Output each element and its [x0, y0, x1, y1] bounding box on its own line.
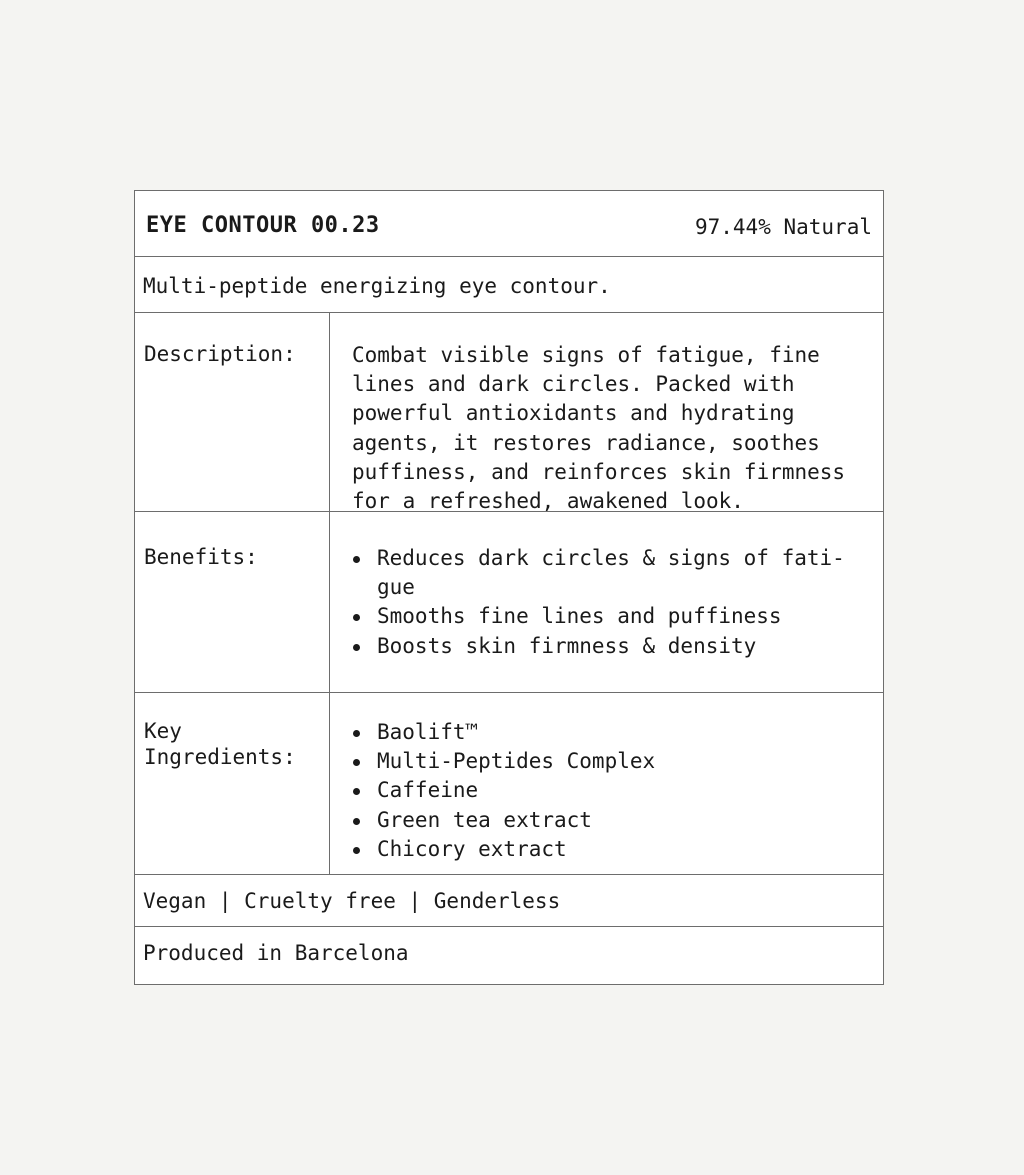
bullet-icon: [353, 614, 360, 621]
ingredient-text: Baolift™: [377, 720, 479, 744]
tagline-row: [135, 256, 883, 312]
column-divider: [329, 693, 330, 874]
bullet-icon: [353, 556, 360, 563]
product-attributes: Vegan | Cruelty free | Genderless: [143, 889, 561, 913]
key-ingredients-label: Key Ingredients:: [144, 719, 296, 769]
ingredient-text: Multi-Peptides Complex: [377, 749, 656, 774]
bullet-icon: [353, 730, 360, 737]
description-label: Description:: [144, 342, 296, 366]
benefit-item: [352, 632, 870, 661]
natural-percentage: 97.44% Natural: [694, 215, 872, 239]
product-label-card: [134, 190, 884, 985]
benefit-item: [352, 544, 870, 602]
description-text: Combat visible signs of fatigue, fine lines and dark circles. Packed with powerful antioxidants and hydrating agents, it restores radiance, soothes puffiness, and reinforces skin firmness for a refreshed, awakened look.: [352, 343, 846, 514]
ingredient-text: Caffeine: [377, 778, 479, 803]
benefit-text: Reduces dark circles & signs of fati-gue: [377, 546, 845, 600]
label-header-row: [135, 191, 883, 256]
benefits-label: Benefits:: [144, 545, 258, 569]
ingredient-item: [352, 776, 870, 805]
ingredient-item: [352, 718, 870, 747]
description-row: [135, 312, 883, 514]
benefit-item: [352, 602, 870, 631]
benefit-text: Boosts skin firmness & density: [377, 633, 757, 658]
product-tagline: Multi-peptide energizing eye contour.: [143, 274, 611, 298]
bullet-icon: [353, 788, 360, 795]
ingredients-list: [352, 718, 870, 864]
bullet-icon: [353, 847, 360, 854]
ingredients-list-container: [352, 718, 870, 864]
column-divider: [329, 313, 330, 511]
ingredient-item: [352, 806, 870, 835]
column-divider: [329, 512, 330, 692]
product-name: EYE CONTOUR 00.23: [146, 213, 380, 238]
production-origin: Produced in Barcelona: [143, 941, 409, 965]
benefits-row: [135, 511, 883, 692]
ingredient-item: [352, 835, 870, 864]
ingredient-item: [352, 747, 870, 776]
benefits-list-container: [352, 544, 870, 661]
benefits-list: [352, 544, 870, 661]
ingredient-text: Green tea extract: [377, 807, 592, 832]
bullet-icon: [353, 644, 360, 651]
attributes-row: [135, 874, 883, 926]
key-ingredients-row: [135, 692, 883, 874]
ingredient-text: Chicory extract: [377, 836, 567, 861]
bullet-icon: [353, 759, 360, 766]
benefit-text: Smooths fine lines and puffiness: [377, 604, 782, 629]
origin-row: [135, 926, 883, 984]
bullet-icon: [353, 818, 360, 825]
